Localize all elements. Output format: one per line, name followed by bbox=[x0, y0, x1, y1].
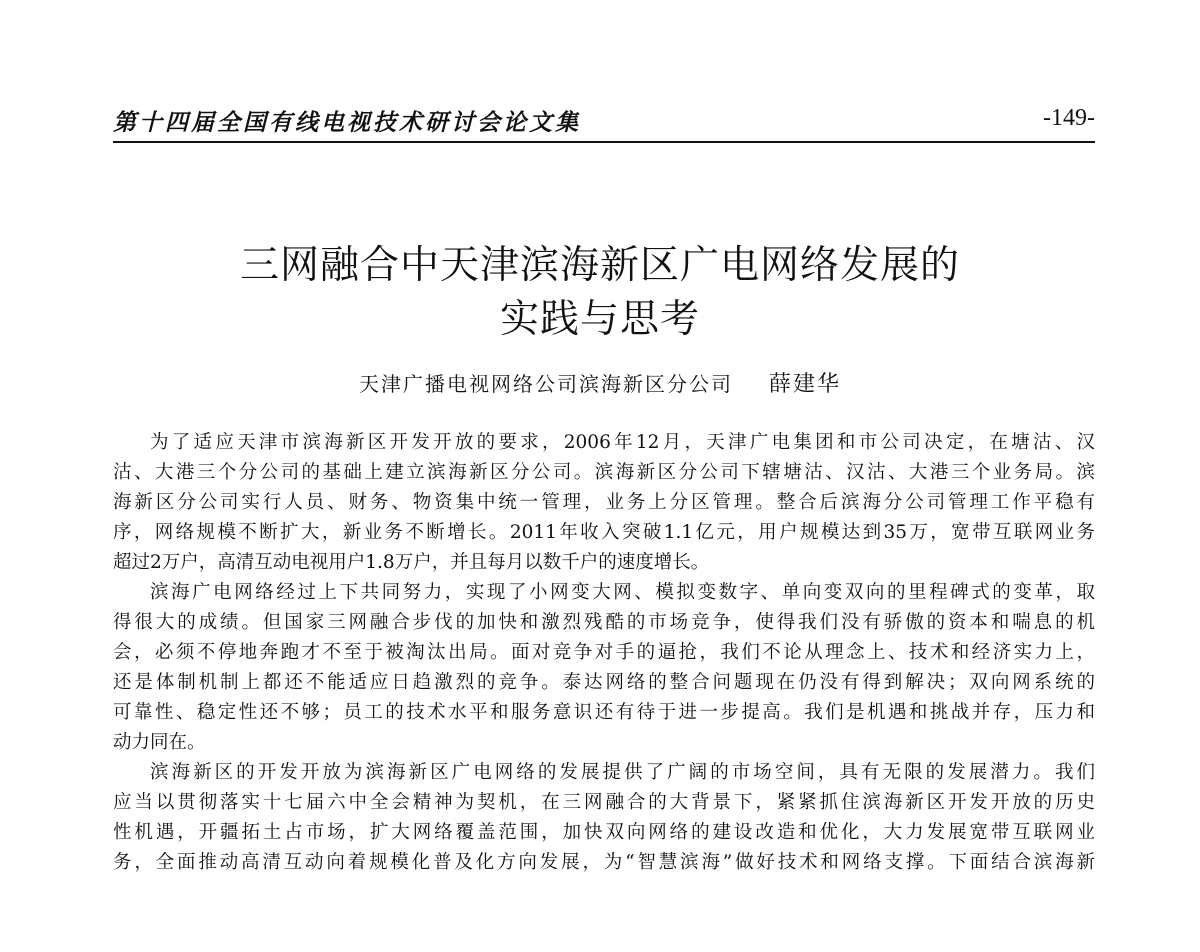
body-text bbox=[113, 428, 1095, 878]
text-line: 务，全面推动高清互动向着规模化普及化方向发展，为“智慧滨海”做好技术和网络支撑。下面结合滨海新 bbox=[113, 852, 1095, 873]
header-rule bbox=[113, 141, 1095, 143]
text-line: 动力同在。 bbox=[113, 732, 206, 753]
text-line: 应当以贯彻落实十七届六中全会精神为契机，在三网融合的大背景下，紧紧抓住滨海新区开发开放的历史 bbox=[113, 792, 1095, 813]
paper-title-line: 三网融合中天津滨海新区广电网络发展的 bbox=[239, 243, 960, 289]
text-line: 序，网络规模不断扩大，新业务不断增长。2011年收入突破1.1亿元，用户规模达到35万，宽带互联网业务 bbox=[113, 522, 1095, 543]
text-line: 会，必须不停地奔跑才不至于被淘汰出局。面对竞争对手的逼抢，我们不论从理念上、技术和经济实力上， bbox=[113, 642, 1095, 663]
paper-title bbox=[0, 239, 1200, 347]
paper-title-line: 实践与思考 bbox=[499, 297, 700, 343]
running-header bbox=[113, 104, 1095, 138]
paragraph bbox=[113, 578, 1095, 758]
text-line: 还是体制机制上都还不能适应日趋激烈的竞争。泰达网络的整合问题现在仍没有得到解决；双向网系统的 bbox=[113, 672, 1095, 693]
author-affiliation: 天津广播电视网络公司滨海新区分公司 bbox=[358, 372, 733, 396]
journal-title: 第十四届全国有线电视技术研讨会论文集 bbox=[113, 109, 581, 136]
text-line: 沽、大港三个分公司的基础上建立滨海新区分公司。滨海新区分公司下辖塘沽、汉沽、大港三个业务局。滨 bbox=[113, 462, 1095, 483]
page-number: -149- bbox=[1043, 105, 1095, 131]
text-line: 为了适应天津市滨海新区开发开放的要求，2006年12月，天津广电集团和市公司决定，在塘沽、汉 bbox=[150, 432, 1095, 453]
text-line: 可靠性、稳定性还不够；员工的技术水平和服务意识还有待于进一步提高。我们是机遇和挑战并存，压力和 bbox=[113, 702, 1095, 723]
text-line: 滨海新区的开发开放为滨海新区广电网络的发展提供了广阔的市场空间，具有无限的发展潜力。我们 bbox=[150, 762, 1095, 783]
text-line: 得很大的成绩。但国家三网融合步伐的加快和激烈残酷的市场竞争，使得我们没有骄傲的资本和喘息的机 bbox=[113, 612, 1095, 633]
text-line: 性机遇，开疆拓土占市场，扩大网络覆盖范围，加快双向网络的建设改造和优化，大力发展宽带互联网业 bbox=[113, 822, 1095, 843]
author-name: 薛建华 bbox=[768, 372, 841, 397]
byline bbox=[0, 367, 1200, 398]
text-line: 海新区分公司实行人员、财务、物资集中统一管理，业务上分区管理。整合后滨海分公司管理工作平稳有 bbox=[113, 492, 1095, 513]
text-line: 超过2万户，高清互动电视用户1.8万户，并且每月以数千户的速度增长。 bbox=[113, 552, 710, 573]
paragraph bbox=[113, 758, 1095, 878]
paragraph bbox=[113, 428, 1095, 578]
text-line: 滨海广电网络经过上下共同努力，实现了小网变大网、模拟变数字、单向变双向的里程碑式的变革，取 bbox=[150, 582, 1095, 603]
